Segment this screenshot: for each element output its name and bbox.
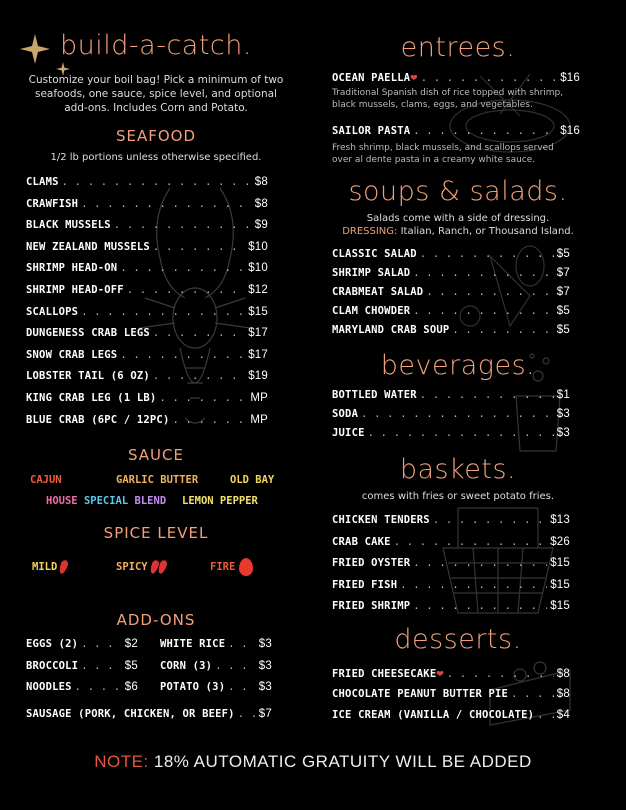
add-ons-heading: ADD-ONS [116, 611, 196, 629]
spice-level-heading: SPICE LEVEL [103, 524, 209, 542]
menu-item-description: Fresh shrimp, black mussels, and scallops served over al dente pasta in a creamy white sauce. [332, 143, 554, 165]
beverages-title: beverages. [380, 350, 536, 381]
heart-icon: ❤ [436, 666, 444, 680]
menu-item: NEW ZEALAND MUSSELS . . . $10 [26, 241, 268, 263]
menu-item: SODA . . . $3 [332, 408, 570, 427]
menu-item: ICE CREAM (VANILLA / CHOCOLATE) . . . $4 [332, 709, 570, 731]
menu-item: FRIED CHEESECAKE ❤ . . . $8 [332, 666, 570, 688]
menu-item: SAUSAGE (PORK, CHICKEN, OR BEEF) . . . $7 [26, 708, 272, 730]
menu-item: DUNGENESS CRAB LEGS . . . $17 [26, 327, 268, 349]
menu-item: SHRIMP HEAD-OFF . . . $12 [26, 284, 268, 306]
baskets-note: comes with fries or sweet potato fries. [361, 491, 555, 502]
add-ons-left-list [26, 638, 138, 703]
sauce-cajun: CAJUN [30, 474, 62, 486]
desserts-list [332, 666, 570, 731]
menu-item: SCALLOPS . . . $15 [26, 306, 268, 328]
menu-item: POTATO (3) . . . $3 [160, 681, 272, 703]
menu-item: CHICKEN TENDERS . . . $13 [332, 514, 570, 536]
build-a-catch-title: build-a-catch. [60, 30, 252, 61]
spice-fire: FIRE [210, 558, 253, 576]
baskets-list [332, 514, 570, 622]
menu-item: BLACK MUSSELS . . . $9 [26, 219, 268, 241]
desserts-title: desserts. [394, 624, 522, 655]
menu-item: KING CRAB LEG (1 LB) . . . MP [26, 392, 268, 414]
menu-item: CRABMEAT SALAD . . . $7 [332, 286, 570, 305]
menu-item: CRAWFISH . . . $8 [26, 198, 268, 220]
chili-pepper-icon [58, 559, 69, 575]
menu-item: CLAM CHOWDER . . . $5 [332, 305, 570, 324]
seafood-note: 1/2 lb portions unless otherwise specified. [50, 152, 262, 163]
menu-item: BROCCOLI . . . $5 [26, 660, 138, 682]
gratuity-note: NOTE: 18% AUTOMATIC GRATUITY WILL BE ADDED [94, 752, 532, 771]
menu-item-description: Traditional Spanish dish of rice topped with shrimp, black mussels, clams, eggs, and vegetables. [332, 88, 564, 110]
add-ons-right-list [160, 638, 272, 703]
beverages-list [332, 389, 570, 446]
menu-item: OCEAN PAELLA ❤ . . . $16 [332, 70, 580, 87]
menu-item: SHRIMP SALAD . . . $7 [332, 267, 570, 286]
entrees-list [332, 70, 580, 166]
menu-item: FRIED FISH . . . $15 [332, 579, 570, 601]
menu-item: BLUE CRAB (6PC / 12PC) . . . MP [26, 414, 268, 436]
menu-item: MARYLAND CRAB SOUP . . . $5 [332, 324, 570, 343]
soups-salads-list [332, 248, 570, 343]
spice-options [32, 556, 282, 580]
sauce-garlic-butter: GARLIC BUTTER [116, 474, 199, 486]
seafood-heading: SEAFOOD [115, 127, 197, 145]
soups-salads-title: soups & salads. [348, 176, 568, 207]
menu-item: JUICE . . . $3 [332, 427, 570, 446]
sauce-heading: SAUCE [128, 446, 184, 464]
menu-item: CLASSIC SALAD . . . $5 [332, 248, 570, 267]
add-ons-sausage [26, 708, 272, 730]
menu-item: CORN (3) . . . $3 [160, 660, 272, 682]
sauce-lemon-pepper: LEMON PEPPER [182, 495, 258, 507]
menu-item: LOBSTER TAIL (6 OZ) . . . $19 [26, 370, 268, 392]
fire-icon [239, 558, 253, 576]
menu-item: FRIED OYSTER . . . $15 [332, 557, 570, 579]
menu-item: CLAMS . . . $8 [26, 176, 268, 198]
menu-item: SAILOR PASTA . . . $16 [332, 125, 580, 142]
build-a-catch-intro: Customize your boil bag! Pick a minimum of two seafoods, one sauce, spice level, and optional add-ons. Includes Corn and Potato. [28, 74, 284, 114]
sauce-old-bay: OLD BAY [230, 474, 275, 486]
entrees-title: entrees. [400, 32, 516, 63]
soups-salads-note: Salads come with a side of dressing. DRESSING: Italian, Ranch, or Thousand Island. [342, 213, 574, 237]
menu-item: FRIED SHRIMP . . . $15 [332, 600, 570, 622]
menu-item: EGGS (2) . . . $2 [26, 638, 138, 660]
spice-mild: MILD [32, 560, 67, 574]
sauce-house-special-blend: HOUSE SPECIAL BLEND [46, 495, 167, 507]
menu-item: BOTTLED WATER . . . $1 [332, 389, 570, 408]
seafood-list [26, 176, 268, 435]
spice-spicy: SPICY [116, 560, 166, 574]
heart-icon: ❤ [410, 70, 418, 84]
menu-item: WHITE RICE . . . $3 [160, 638, 272, 660]
menu-item: SNOW CRAB LEGS . . . $17 [26, 349, 268, 371]
menu-item: NOODLES . . . $6 [26, 681, 138, 703]
menu-item: CHOCOLATE PEANUT BUTTER PIE . . . $8 [332, 688, 570, 710]
menu-item: SHRIMP HEAD-ON . . . $10 [26, 262, 268, 284]
baskets-title: baskets. [399, 454, 517, 485]
menu-item: CRAB CAKE . . . $26 [332, 536, 570, 558]
